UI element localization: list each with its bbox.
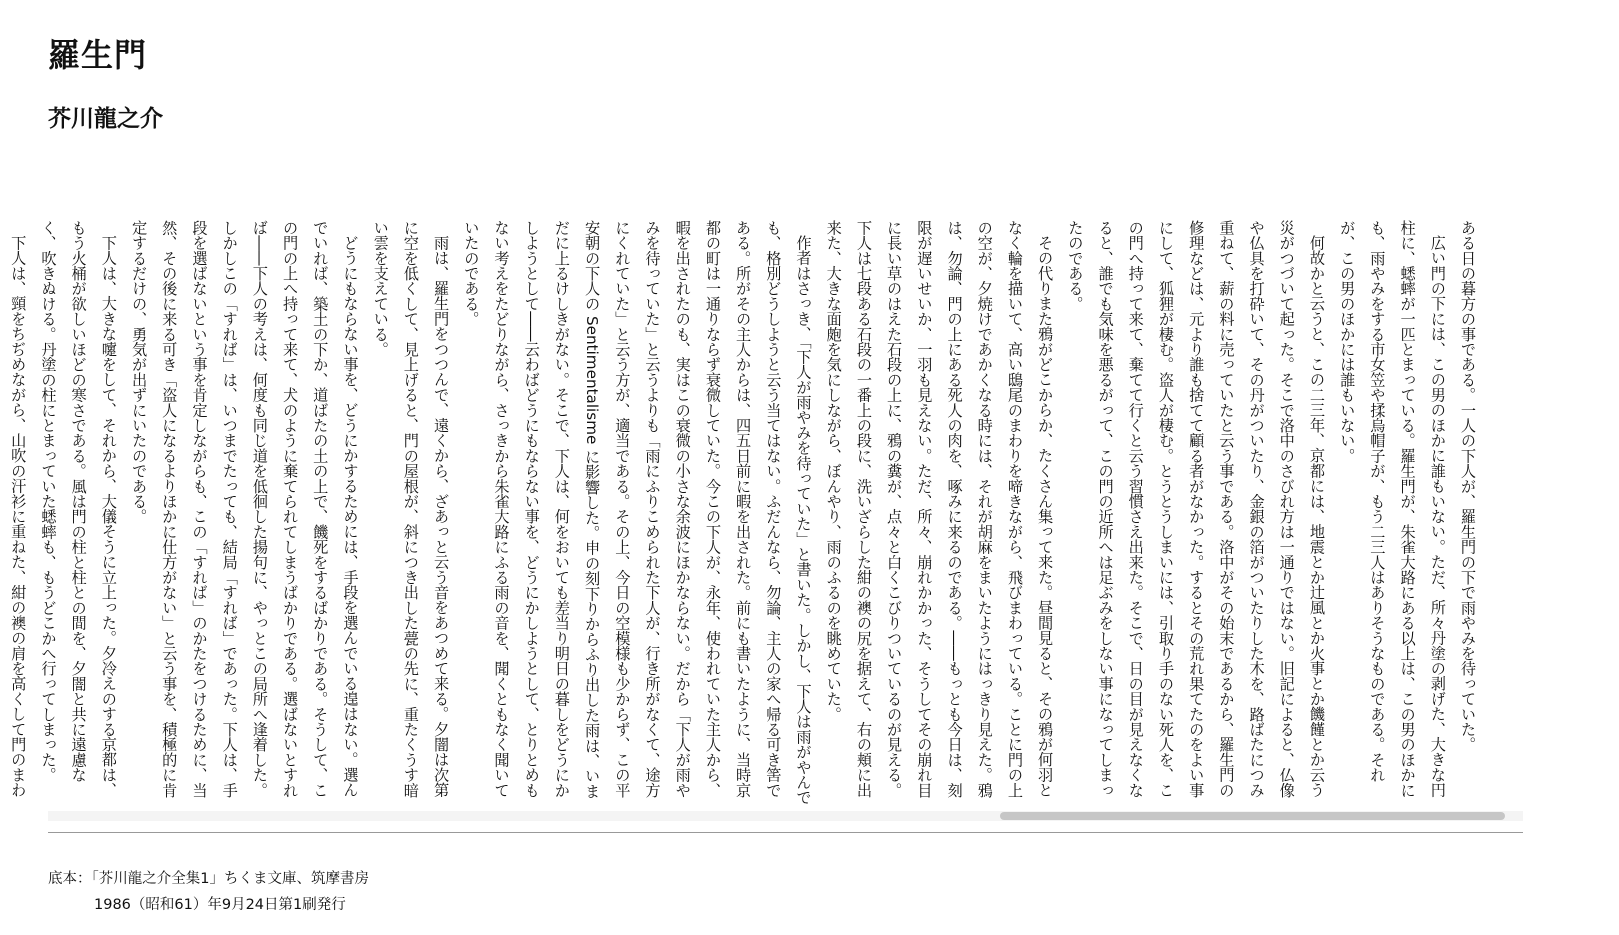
scrollbar-thumb[interactable] — [1000, 812, 1505, 820]
novel-body — [0, 220, 1483, 812]
paragraph: 何故かと云うと、この二三年、京都には、地震とか辻風とか火事とか饑饉とか云う災がつづいて起った。そこで洛中のさびれ方は一通りではない。旧記によると、仏像や仏具を打砕いて、その丹がついたり、金銀の箔がついたりした木を、路ばたにつみ重ねて、薪の料に売っていたと云う事である。洛中がその始末であるから、羅生門の修理などは、元より誰も捨てて顧る者がなかった。するとその荒れ果てたのをよい事にして、狐狸が棲む。盗人が棲む。とうとうしまいには、引取り手のない死人を、この門へ持って来て、棄てて行くと云う習慣さえ出来た。そこで、日の目が見えなくなると、誰でも気味を悪るがって、この門の近所へは足ぶみをしない事になってしまったのである。 — [1066, 220, 1326, 798]
paragraph: その代りまた鴉がどこからか、たくさん集って来た。昼間見ると、その鴉が何羽となく輪を描いて、高い鴟尾のまわりを啼きながら、飛びまわっている。ことに門の上の空が、夕焼けであかくなる時には、それが胡麻をまいたようにはっきり見えた。鴉は、勿論、門の上にある死人の肉を、啄みに来るのである。――もっとも今日は、刻限が遅いせいか、一羽も見えない。ただ、所々、崩れかかった、そうしてその崩れ目に長い草のはえた石段の上に、鴉の糞が、点々と白くこびりついているのが見える。下人は七段ある石段の一番上の段に、洗いざらした紺の襖の尻を据えて、右の頬に出来た、大きな面皰を気にしながら、ぼんやり、雨のふるのを眺めていた。 — [824, 220, 1055, 798]
paragraph: 下人は、頸をちぢめながら、山吹の汗衫に重ねた、紺の襖の肩を高くして門のまわ — [9, 235, 28, 798]
paragraph: ある日の暮方の事である。一人の下人が、羅生門の下で雨やみを待っていた。 — [1459, 220, 1477, 752]
paragraph: 雨は、羅生門をつつんで、遠くから、ざあっと云う音をあつめて来る。夕闇は次第に空を低くして、見上げると、門の屋根が、斜につき出した甍の先に、重たくうす暗い雲を支えている。 — [371, 220, 451, 798]
paragraph: 広い門の下には、この男のほかに誰もいない。ただ、所々丹塗の剥げた、大きな円柱に、蟋蟀が一匹とまっている。羅生門が、朱雀大路にある以上は、この男のほかにも、雨やみをする市女笠や揉烏帽子が、もう二三人はありそうなものである。それが、この男のほかには誰もいない。 — [1338, 220, 1447, 798]
author-name: 芥川龍之介 — [48, 106, 163, 132]
paragraph: 下人は、大きな嚔をして、それから、大儀そうに立上った。夕冷えのする京都は、もう火桶が欲しいほどの寒さである。風は門の柱と柱との間を、夕闇と共に遠慮なく、吹きぬける。丹塗の柱にとまっていた蟋蟀も、もうどこかへ行ってしまった。 — [39, 220, 118, 798]
paragraph: 作者はさっき、「下人が雨やみを待っていた」と書いた。しかし、下人は雨がやんでも、格別どうしようと云う当てはない。ふだんなら、勿論、主人の家へ帰る可き筈である。所がその主人からは、四五日前に暇を出された。前にも書いたように、当時京都の町は一通りならず衰微していた。今この下人が、永年、使われていた主人から、暇を出されたのも、実はこの衰微の小さな余波にほかならない。だから「下人が雨やみを待っていた」と云うよりも「雨にふりこめられた下人が、行き所がなくて、途方にくれていた」と云う方が、適当である。その上、今日の空模様も少からず、この平安朝の下人の Sentimentalisme に影響した。申の刻下りからふり出した雨は、いまだに上るけしきがない。そこで、下人は、何をおいても差当り明日の暮しをどうにかしようとして――云わばどうにもならない事を、どうにかしようとして、とりとめもない考えをたどりながら、さっきから朱雀大路にふる雨の音を、聞くともなく聞いていたのである。 — [462, 220, 813, 806]
colophon — [48, 866, 369, 918]
vertical-text-frame[interactable] — [9, 200, 1523, 825]
separator-line — [48, 832, 1523, 833]
paragraph: どうにもならない事を、どうにかするためには、手段を選んでいる遑はない。選んでいれば、築土の下か、道ばたの土の上で、饑死をするばかりである。そうして、この門の上へ持って来て、犬のように棄てられてしまうばかりである。選ばないとすれば――下人の考えは、何度も同じ道を低徊した揚句に、やっとこの局所へ逢着した。しかしこの「すれば」は、いつまでたっても、結局「すれば」であった。下人は、手段を選ばないという事を肯定しながらも、この「すれば」のかたをつけるために、当然、その後に来る可き「盗人になるよりほかに仕方がない」と云う事を、積極的に肯定するだけの、勇気が出ずにいたのである。 — [130, 220, 360, 798]
horizontal-scrollbar[interactable] — [48, 811, 1523, 821]
document-title: 羅生門 — [48, 36, 148, 74]
colophon-edition: 1986（昭和61）年9月24日第1刷発行 — [94, 897, 346, 913]
colophon-source: 底本：「芥川龍之介全集1」ちくま文庫、筑摩書房 — [48, 871, 369, 887]
